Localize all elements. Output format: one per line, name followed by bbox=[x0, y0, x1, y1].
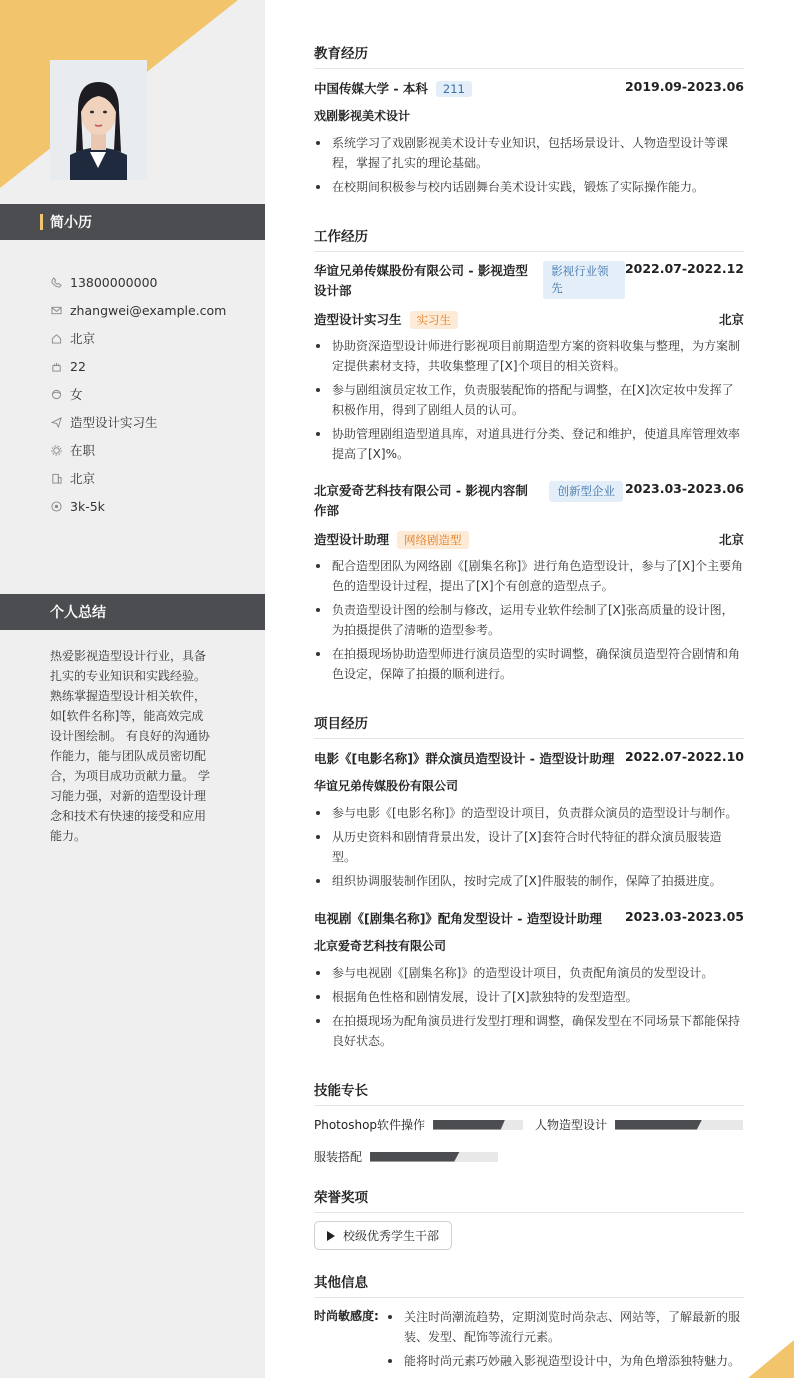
school-tag: 211 bbox=[436, 81, 472, 97]
list-item: 参与电影《[电影名称]》的造型设计项目，负责群众演员的造型设计与制作。 bbox=[314, 803, 744, 823]
project-row bbox=[314, 909, 744, 927]
skill-name: Photoshop软件操作 bbox=[314, 1118, 426, 1132]
list-item: 配合造型团队为网络剧《[剧集名称]》进行角色造型设计，参与了[X]个主要角色的造型设计过程，提出了[X]个有创意的造型点子。 bbox=[314, 556, 744, 596]
list-item: 从历史资料和剧情背景出发，设计了[X]套符合时代特征的群众演员服装造型。 bbox=[314, 827, 744, 867]
project-date: 2023.03-2023.05 bbox=[624, 909, 744, 924]
job-city: 北京 bbox=[718, 312, 744, 327]
list-item: 参与电视剧《[剧集名称]》的造型设计项目，负责配角演员的发型设计。 bbox=[314, 963, 744, 983]
section-title-education: 教育经历 bbox=[314, 42, 744, 69]
resume-title-bar bbox=[0, 204, 265, 240]
project-date: 2022.07-2022.10 bbox=[624, 749, 744, 764]
avatar bbox=[50, 60, 147, 180]
project-bullets bbox=[314, 803, 744, 895]
play-triangle-icon bbox=[327, 1231, 335, 1241]
other-label: 时尚敏感度: bbox=[314, 1309, 379, 1323]
skill-item bbox=[535, 1116, 743, 1133]
education-row bbox=[314, 79, 744, 97]
project-org: 北京爱奇艺科技有限公司 bbox=[314, 939, 447, 953]
list-item: 在校期间积极参与校内话剧舞台美术设计实践，锻炼了实际操作能力。 bbox=[314, 177, 744, 197]
major: 戏剧影视美术设计 bbox=[314, 109, 411, 123]
award-text: 校级优秀学生干部 bbox=[343, 1229, 440, 1243]
gender-icon bbox=[50, 388, 62, 400]
company-name: 华谊兄弟传媒股份有限公司 - 影视造型设计部 bbox=[314, 263, 528, 298]
job-row bbox=[314, 261, 744, 301]
summary-title: 个人总结 bbox=[50, 605, 106, 621]
contact-gender: 女 bbox=[50, 380, 260, 408]
accent-mark bbox=[40, 214, 43, 230]
company-tag: 影视行业领先 bbox=[543, 261, 625, 299]
job-bullets bbox=[314, 556, 744, 688]
status-icon bbox=[50, 444, 62, 456]
education-bullets bbox=[314, 133, 744, 201]
contact-email: zhangwei@example.com bbox=[50, 296, 260, 324]
contact-age: 22 bbox=[50, 352, 260, 380]
role-name: 造型设计助理 bbox=[314, 532, 390, 547]
project-row bbox=[314, 749, 744, 767]
summary-text: 热爱影视造型设计行业，具备扎实的专业知识和实践经验。熟练掌握造型设计相关软件，如[软件名称]等，能高效完成设计图绘制。 有良好的沟通协作能力，能与团队成员密切配合，为项目成功贡献力量。 学习能力强，对新的造型设计理念和技术有快速的接受和应用能力。 bbox=[50, 649, 210, 843]
job-date: 2022.07-2022.12 bbox=[624, 261, 744, 276]
list-item: 负责造型设计图的绘制与修改，运用专业软件绘制了[X]张高质量的设计图，为拍摄提供了清晰的造型参考。 bbox=[314, 600, 744, 640]
section-title-honors: 荣誉奖项 bbox=[314, 1186, 744, 1213]
skill-bar-fill bbox=[433, 1120, 505, 1130]
job-bullets bbox=[314, 336, 744, 468]
summary-title-bar bbox=[0, 594, 265, 630]
company-tag: 创新型企业 bbox=[549, 481, 623, 502]
award-badge bbox=[314, 1221, 452, 1250]
section-title-projects: 项目经历 bbox=[314, 712, 744, 739]
contact-city: 北京 bbox=[50, 464, 260, 492]
other-bullets bbox=[386, 1307, 744, 1375]
contact-home: 北京 bbox=[50, 324, 260, 352]
contact-phone: 13800000000 bbox=[50, 268, 260, 296]
skill-bar bbox=[433, 1120, 523, 1130]
contact-salary: 3k-5k bbox=[50, 492, 260, 520]
contact-status: 在职 bbox=[50, 436, 260, 464]
job-row bbox=[314, 481, 744, 521]
phone-icon bbox=[50, 276, 62, 288]
list-item: 关注时尚潮流趋势，定期浏览时尚杂志、网站等，了解最新的服装、发型、配饰等流行元素。 bbox=[386, 1307, 744, 1347]
list-item: 组织协调服装制作团队，按时完成了[X]件服装的制作，保障了拍摄进度。 bbox=[314, 871, 744, 891]
list-item: 能将时尚元素巧妙融入影视造型设计中，为角色增添独特魅力。 bbox=[386, 1351, 744, 1371]
school-name: 中国传媒大学 - 本科 bbox=[314, 81, 428, 96]
role-row bbox=[314, 310, 744, 329]
contact-list bbox=[50, 268, 260, 520]
education-date: 2019.09-2023.06 bbox=[624, 79, 744, 94]
project-name: 电视剧《[剧集名称]》配角发型设计 - 造型设计助理 bbox=[314, 911, 602, 926]
age-icon bbox=[50, 360, 62, 372]
section-title-skills: 技能专长 bbox=[314, 1079, 744, 1106]
skill-bar bbox=[370, 1152, 498, 1162]
list-item: 系统学习了戏剧影视美术设计专业知识，包括场景设计、人物造型设计等课程，掌握了扎实的理论基础。 bbox=[314, 133, 744, 173]
salary-icon bbox=[50, 500, 62, 512]
skill-name: 服装搭配 bbox=[314, 1150, 363, 1164]
role-row bbox=[314, 530, 744, 549]
home-icon bbox=[50, 332, 62, 344]
list-item: 参与剧组演员定妆工作，负责服装配饰的搭配与调整，在[X]次定妆中发挥了积极作用，得到了剧组人员的认可。 bbox=[314, 380, 744, 420]
project-name: 电影《[电影名称]》群众演员造型设计 - 造型设计助理 bbox=[314, 751, 615, 766]
job-date: 2023.03-2023.06 bbox=[624, 481, 744, 496]
section-title-other: 其他信息 bbox=[314, 1271, 744, 1298]
job-city: 北京 bbox=[718, 532, 744, 547]
skill-item bbox=[314, 1116, 523, 1133]
list-item: 协助管理剧组造型道具库，对道具进行分类、登记和维护，使道具库管理效率提高了[X]%。 bbox=[314, 424, 744, 464]
skill-name: 人物造型设计 bbox=[535, 1118, 608, 1132]
project-org: 华谊兄弟传媒股份有限公司 bbox=[314, 779, 459, 793]
skill-bar-fill bbox=[370, 1152, 460, 1162]
contact-position: 造型设计实习生 bbox=[50, 408, 260, 436]
send-icon bbox=[50, 416, 62, 428]
role-tag: 网络剧造型 bbox=[397, 531, 469, 549]
skill-bar bbox=[615, 1120, 743, 1130]
section-title-work: 工作经历 bbox=[314, 225, 744, 252]
building-icon bbox=[50, 472, 62, 484]
role-tag: 实习生 bbox=[410, 311, 459, 329]
project-bullets bbox=[314, 963, 744, 1055]
skill-bar-fill bbox=[615, 1120, 702, 1130]
decorative-corner-triangle bbox=[748, 1340, 794, 1378]
list-item: 协助资深造型设计师进行影视项目前期造型方案的资料收集与整理，为方案制定提供素材支持，共收集整理了[X]个项目的相关资料。 bbox=[314, 336, 744, 376]
mail-icon bbox=[50, 304, 62, 316]
list-item: 根据角色性格和剧情发展，设计了[X]款独特的发型造型。 bbox=[314, 987, 744, 1007]
role-name: 造型设计实习生 bbox=[314, 312, 402, 327]
company-name: 北京爱奇艺科技有限公司 - 影视内容制作部 bbox=[314, 483, 528, 518]
sidebar bbox=[0, 0, 265, 1378]
resume-title: 简小历 bbox=[50, 215, 92, 231]
list-item: 在拍摄现场协助造型师进行演员造型的实时调整，确保演员造型符合剧情和角色设定，保障了拍摄的顺利进行。 bbox=[314, 644, 744, 684]
skill-item bbox=[314, 1148, 498, 1165]
list-item: 在拍摄现场为配角演员进行发型打理和调整，确保发型在不同场景下都能保持良好状态。 bbox=[314, 1011, 744, 1051]
